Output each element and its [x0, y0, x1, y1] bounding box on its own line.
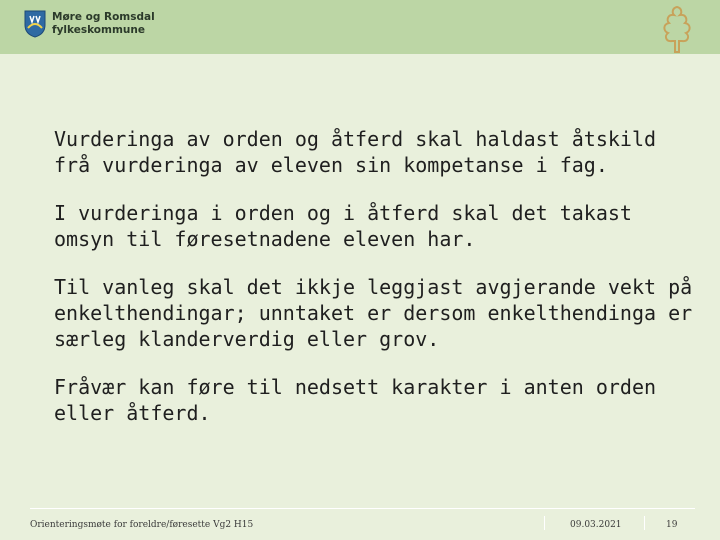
- county-name-line2: fylkeskommune: [52, 24, 145, 36]
- county-logo: [24, 10, 155, 38]
- page-number: 19: [666, 520, 678, 530]
- footer-text: Orienteringsmøte for foreldre/føresette Vg2 H15: [30, 520, 254, 530]
- footer-divider: [544, 516, 545, 530]
- footer: [30, 508, 695, 533]
- paragraph: Fråvær kan føre til nedsett karakter i anten orden eller åtferd.: [54, 375, 657, 425]
- paragraph: I vurderinga i orden og i åtferd skal det takast omsyn til føresetnadene eleven har.: [54, 201, 632, 251]
- footer-date: 09.03.2021: [570, 520, 622, 530]
- county-name: [52, 11, 155, 37]
- tree-outline-icon: [654, 4, 700, 54]
- header-band: [0, 0, 720, 54]
- footer-divider: [644, 516, 645, 530]
- county-crest-icon: [24, 10, 46, 38]
- paragraph: Til vanleg skal det ikkje leggjast avgjerande vekt på enkelthendingar; unntaket er dersom enkelthendinga er særleg klanderverdig eller grov.: [54, 275, 693, 351]
- slide-body: [54, 126, 694, 448]
- paragraph: Vurderinga av orden og åtferd skal haldast åtskild frå vurderinga av eleven sin kompetanse i fag.: [54, 127, 657, 177]
- county-name-line1: Møre og Romsdal: [52, 11, 155, 23]
